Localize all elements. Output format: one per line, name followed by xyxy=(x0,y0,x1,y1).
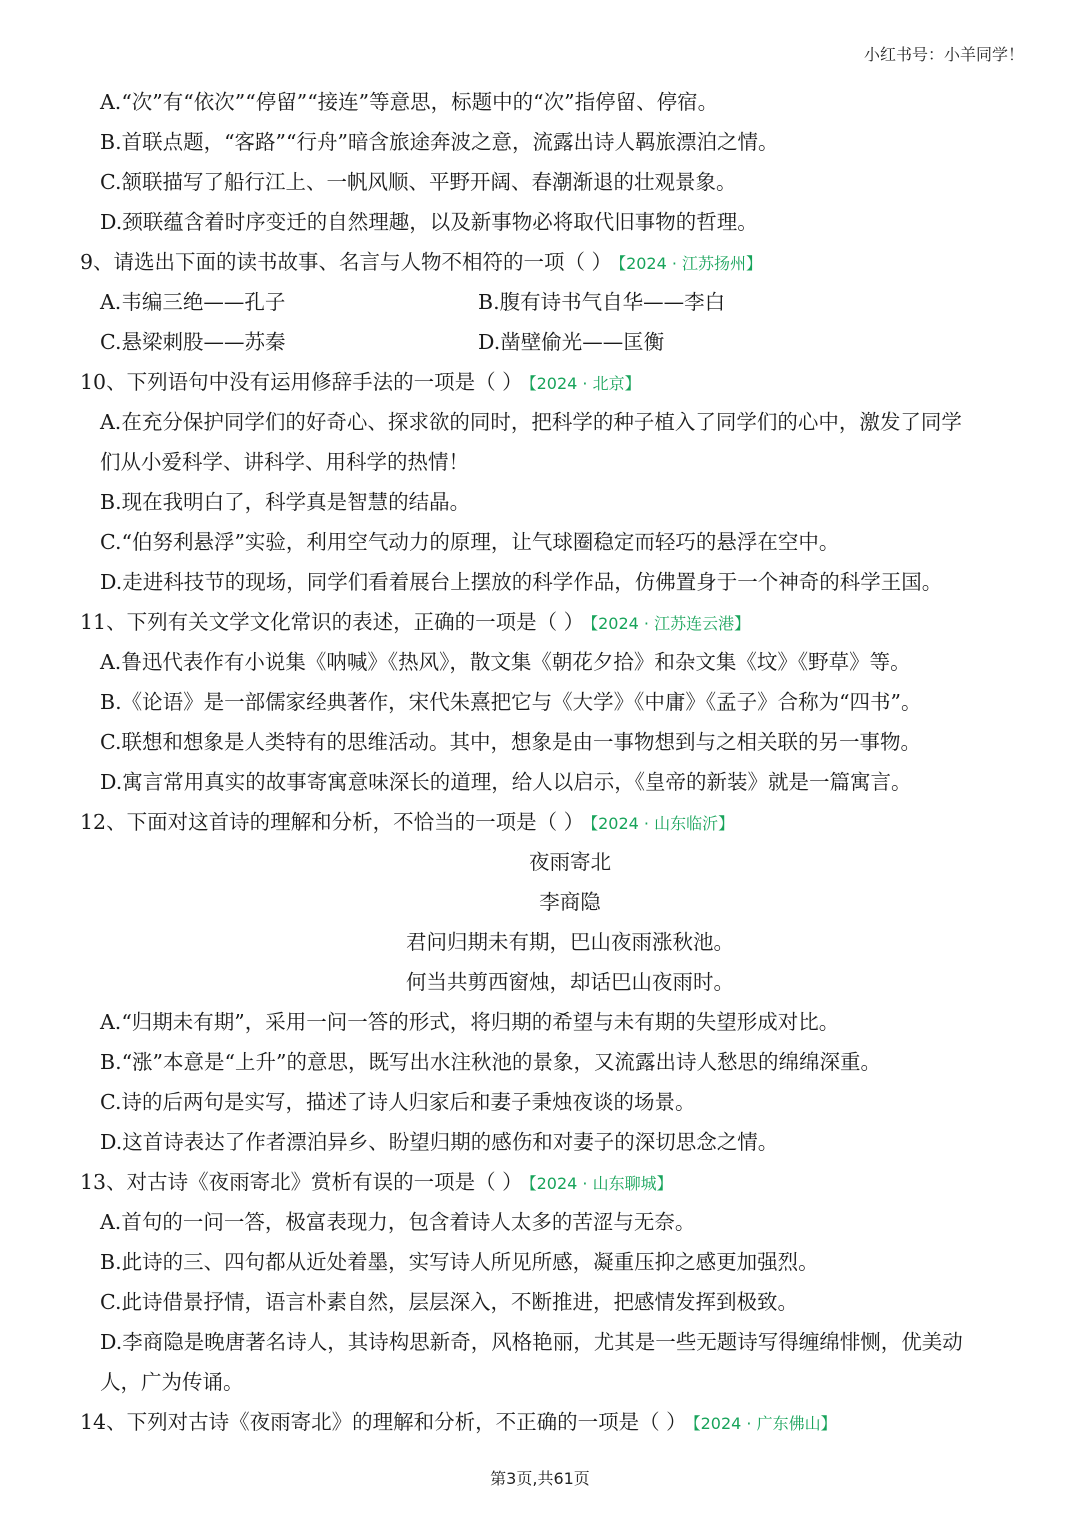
question-9-tag: 【2024 · 江苏扬州】 xyxy=(618,254,763,273)
question-14-stem: 14、下列对古诗《夜雨寄北》的理解和分析，不正确的一项是（ ） xyxy=(80,1410,687,1434)
poem-line-2: 何当共剪西窗烛，却话巴山夜雨时。 xyxy=(406,970,734,994)
question-11-tag: 【2024 · 江苏连云港】 xyxy=(590,614,751,633)
poem-author: 李商隐 xyxy=(539,890,601,914)
q11-option-c: C.联想和想象是人类特有的思维活动。其中，想象是由一事物想到与之相关联的另一事物。 xyxy=(100,730,921,754)
q11-option-b: B.《论语》是一部儒家经典著作，宋代朱熹把它与《大学》《中庸》《孟子》合称为“四书”。 xyxy=(100,690,922,714)
question-11-stem: 11、下列有关文学文化常识的表述，正确的一项是（ ） xyxy=(80,610,585,634)
q8-option-c: C.颔联描写了船行江上、一帆风顺、平野开阔、春潮渐退的壮观景象。 xyxy=(100,170,737,194)
header-note: 小红书号：小羊同学！ xyxy=(863,45,1024,64)
question-13-tag: 【2024 · 山东聊城】 xyxy=(528,1174,673,1193)
question-13-stem: 13、对古诗《夜雨寄北》赏析有误的一项是（ ） xyxy=(80,1170,523,1194)
q10-option-c: C.“伯努利悬浮”实验，利用空气动力的原理，让气球圈稳定而轻巧的悬浮在空中。 xyxy=(100,530,840,554)
q9-options-row1 xyxy=(80,282,1020,322)
q10-option-a: A.在充分保护同学们的好奇心、探求欲的同时，把科学的种子植入了同学们的心中，激发了同学 xyxy=(100,410,962,434)
poem-title: 夜雨寄北 xyxy=(529,850,611,874)
q12-option-b: B.“涨”本意是“上升”的意思，既写出水注秋池的景象，又流露出诗人愁思的绵绵深重。 xyxy=(100,1050,881,1074)
q13-option-b: B.此诗的三、四句都从近处着墨，实写诗人所见所感，凝重压抑之感更加强烈。 xyxy=(100,1250,819,1274)
q8-option-b: B.首联点题，“客路”“行舟”暗含旅途奔波之意，流露出诗人羁旅漂泊之情。 xyxy=(100,130,779,154)
q12-option-c: C.诗的后两句是实写，描述了诗人归家后和妻子秉烛夜谈的场景。 xyxy=(100,1090,696,1114)
q11-option-d: D.寓言常用真实的故事寄寓意味深长的道理，给人以启示，《皇帝的新装》就是一篇寓言。 xyxy=(100,770,912,794)
q10-option-b: B.现在我明白了，科学真是智慧的结晶。 xyxy=(100,490,471,514)
question-10-tag: 【2024 · 北京】 xyxy=(528,374,641,393)
question-11 xyxy=(80,602,1020,642)
q13-option-d-cont: 人，广为传诵。 xyxy=(100,1370,244,1394)
question-9-stem: 9、请选出下面的读书故事、名言与人物不相符的一项（ ） xyxy=(80,250,613,274)
question-12-tag: 【2024 · 山东临沂】 xyxy=(590,814,735,833)
q10-option-d: D.走进科技节的现场，同学们看着展台上摆放的科学作品，仿佛置身于一个神奇的科学王国。 xyxy=(100,570,943,594)
q9-option-b: B.腹有诗书气自华——李白 xyxy=(478,290,726,314)
q9-option-a: A.韦编三绝——孔子 xyxy=(100,290,286,314)
q9-option-c: C.悬梁刺股——苏秦 xyxy=(100,330,286,354)
q13-option-d: D.李商隐是晚唐著名诗人，其诗构思新奇，风格艳丽，尤其是一些无题诗写得缠绵悱恻，优美动 xyxy=(100,1330,963,1354)
q12-option-d: D.这首诗表达了作者漂泊异乡、盼望归期的感伤和对妻子的深切思念之情。 xyxy=(100,1130,779,1154)
question-14 xyxy=(80,1402,1020,1442)
q9-options-row2 xyxy=(80,322,1020,362)
question-10 xyxy=(80,362,1020,402)
q10-option-a-cont: 们从小爱科学、讲科学、用科学的热情！ xyxy=(100,450,469,474)
question-9 xyxy=(80,242,1020,282)
q8-option-d: D.颈联蕴含着时序变迁的自然理趣，以及新事物必将取代旧事物的哲理。 xyxy=(100,210,758,234)
page-number: 第3页,共61页 xyxy=(490,1469,590,1488)
question-14-tag: 【2024 · 广东佛山】 xyxy=(692,1414,837,1433)
q9-option-d: D.凿壁偷光——匡衡 xyxy=(478,330,665,354)
question-10-stem: 10、下列语句中没有运用修辞手法的一项是（ ） xyxy=(80,370,523,394)
page-content xyxy=(80,82,1020,1442)
question-13 xyxy=(80,1162,1020,1202)
q13-option-c: C.此诗借景抒情，语言朴素自然，层层深入，不断推进，把感情发挥到极致。 xyxy=(100,1290,798,1314)
question-12-stem: 12、下面对这首诗的理解和分析，不恰当的一项是（ ） xyxy=(80,810,585,834)
q8-option-a: A.“次”有“依次”“停留”“接连”等意思，标题中的“次”指停留、停宿。 xyxy=(100,90,719,114)
question-12 xyxy=(80,802,1020,842)
q11-option-a: A.鲁迅代表作有小说集《呐喊》《热风》，散文集《朝花夕拾》和杂文集《坟》《野草》等。 xyxy=(100,650,911,674)
poem-line-1: 君问归期未有期，巴山夜雨涨秋池。 xyxy=(406,930,734,954)
q12-option-a: A.“归期未有期”，采用一问一答的形式，将归期的希望与未有期的失望形成对比。 xyxy=(100,1010,840,1034)
q13-option-a: A.首句的一问一答，极富表现力，包含着诗人太多的苦涩与无奈。 xyxy=(100,1210,696,1234)
